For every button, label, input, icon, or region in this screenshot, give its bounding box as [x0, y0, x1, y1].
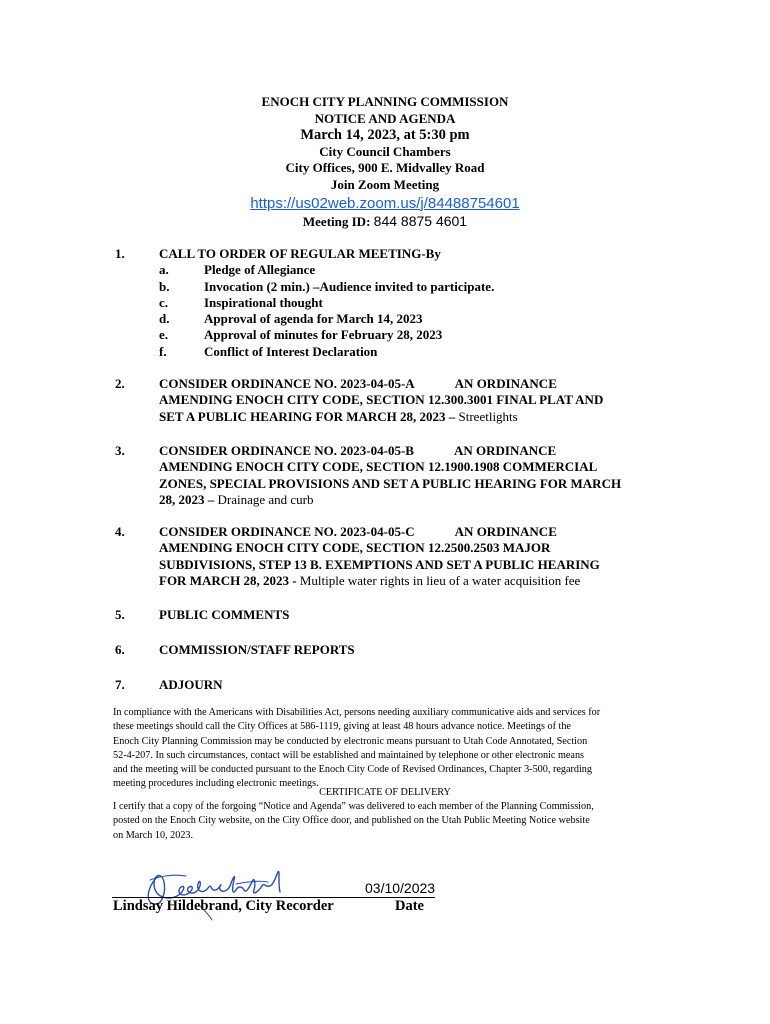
meeting-id-value: 844 8875 4601: [373, 212, 468, 229]
certificate-line: on March 10, 2023.: [113, 829, 194, 841]
compliance-line: Enoch City Planning Commission may be conducted by electronic means pursuant to Utah Code Annotated, Section: [113, 735, 588, 747]
ordinance-note: Streetlights: [458, 408, 518, 424]
sub-item-a: a. Pledge of Allegiance: [159, 262, 316, 278]
compliance-line: and the meeting will be conducted pursuant to the Enoch City Code of Revised Ordinances, Chapter 3-500, regarding: [113, 764, 592, 776]
meeting-address: City Offices, 900 E. Midvalley Road: [285, 160, 485, 176]
ordinance-number: CONSIDER ORDINANCE NO. 2023-04-05-A: [159, 376, 415, 391]
zoom-heading: Join Zoom Meeting: [330, 176, 440, 192]
ordinance-label: AN ORDINANCE: [453, 443, 557, 458]
signature-date: 03/10/2023: [365, 880, 436, 896]
compliance-line: In compliance with the Americans with Disabilities Act, persons needing auxiliary communicative aids and services for: [113, 707, 601, 718]
signer-name: Lindsay Hildebrand, City Recorder: [113, 898, 334, 914]
agenda-item-title: COMMISSION/STAFF REPORTS: [159, 642, 355, 657]
ordinance-label: AN ORDINANCE: [454, 376, 557, 391]
agenda-item-number: 3.: [115, 443, 125, 458]
ordinance-note: Multiple water rights in lieu of a water acquisition fee: [299, 572, 581, 588]
certificate-line: I certify that a copy of the forgoing “Notice and Agenda” was delivered to each member of the Planning Commission,: [113, 801, 594, 812]
date-label: Date: [395, 898, 424, 914]
ordinance-description: AMENDING ENOCH CITY CODE, SECTION 12.2500.2503 MAJOR: [159, 540, 551, 556]
ada-compliance-notice: [113, 706, 661, 792]
agenda-item-number: 1.: [115, 246, 125, 261]
agenda-item-number: 2.: [115, 376, 125, 391]
ordinance-description-cont: SUBDIVISIONS, STEP 13 B. EXEMPTIONS AND SET A PUBLIC HEARING: [159, 556, 600, 572]
ordinance-description-cont: ZONES, SPECIAL PROVISIONS AND SET A PUBLIC HEARING FOR MARCH: [159, 475, 622, 491]
notice-title: NOTICE AND AGENDA: [314, 110, 456, 126]
agenda-header: [0, 94, 770, 230]
certificate-title: CERTIFICATE OF DELIVERY: [319, 787, 451, 798]
certificate-text: [113, 800, 661, 843]
compliance-line: these meetings should call the City Offices at 586-1119, giving at least 48 hours advance notice. Meetings of the: [113, 721, 571, 733]
sub-item-b: b. Invocation (2 min.) –Audience invited to participate.: [159, 278, 495, 294]
agenda-item-title: CALL TO ORDER OF REGULAR MEETING-By: [159, 246, 441, 261]
sub-item-f: f. Conflict of Interest Declaration: [159, 343, 378, 359]
ordinance-label: AN ORDINANCE: [454, 524, 557, 539]
agenda-item-number: 5.: [115, 607, 125, 622]
ordinance-hearing: FOR MARCH 28, 2023 -: [159, 572, 297, 588]
ordinance-description: AMENDING ENOCH CITY CODE, SECTION 12.1900.1908 COMMERCIAL: [159, 459, 598, 475]
meeting-id-label: Meeting ID:: [302, 213, 371, 229]
agenda-item-title: ADJOURN: [159, 677, 223, 692]
ordinance-hearing: SET A PUBLIC HEARING FOR MARCH 28, 2023 –: [159, 408, 456, 424]
sub-item-c: c. Inspirational thought: [159, 294, 323, 310]
agenda-item-number: 7.: [115, 677, 125, 692]
sub-item-d: d. Approval of agenda for March 14, 2023: [159, 311, 423, 327]
commission-title: ENOCH CITY PLANNING COMMISSION: [261, 94, 509, 109]
agenda-item-number: 4.: [115, 524, 125, 539]
certificate-line: posted on the Enoch City website, on the City Office door, and published on the Utah Public Meeting Notice website: [113, 815, 590, 827]
meeting-date: March 14, 2023, at 5:30 pm: [300, 127, 470, 144]
compliance-line: 52-4-207. In such circumstances, contact will be established and maintained by telephone or other electronic means: [113, 749, 585, 761]
sub-item-e: e. Approval of minutes for February 28, 2023: [159, 327, 443, 343]
agenda-item-number: 6.: [115, 642, 125, 657]
agenda-item-title: PUBLIC COMMENTS: [159, 607, 290, 622]
zoom-meeting-link[interactable]: https://us02web.zoom.us/j/84488754601: [250, 194, 520, 212]
compliance-line: meeting procedures including electronic meetings.: [113, 778, 319, 790]
ordinance-number: CONSIDER ORDINANCE NO. 2023-04-05-B: [159, 443, 414, 458]
ordinance-description: AMENDING ENOCH CITY CODE, SECTION 12.300.3001 FINAL PLAT AND: [159, 392, 604, 408]
meeting-location: City Council Chambers: [319, 143, 451, 159]
ordinance-number: CONSIDER ORDINANCE NO. 2023-04-05-C: [159, 524, 415, 539]
ordinance-hearing: 28, 2023 –: [159, 491, 215, 507]
ordinance-note: Drainage and curb: [217, 491, 314, 507]
